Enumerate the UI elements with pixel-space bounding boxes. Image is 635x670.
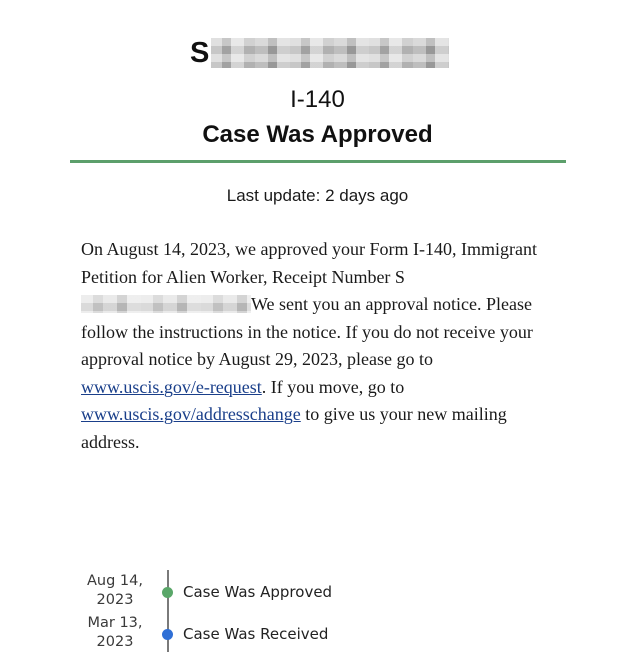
receipt-number-prefix: S (190, 37, 210, 69)
timeline-date-year: 2023 (96, 634, 134, 650)
timeline-item-received[interactable] (80, 612, 380, 654)
timeline-date-day: Aug 14, (87, 573, 143, 589)
timeline-date (80, 614, 150, 652)
address-change-link[interactable]: www.uscis.gov/addresschange (81, 404, 301, 424)
last-update-label: Last update: (226, 186, 321, 205)
timeline-item-label: Case Was Approved (183, 583, 333, 601)
header-divider (70, 160, 566, 163)
timeline-date-year: 2023 (96, 592, 134, 608)
last-update-value: 2 days ago (325, 186, 409, 205)
receipt-number (190, 36, 449, 70)
e-request-link[interactable]: www.uscis.gov/e-request (81, 376, 262, 397)
last-update (0, 186, 635, 206)
description-text-4: to give us your new mailing address. (81, 404, 507, 452)
description-text-2: We sent you an approval notice. Please follow the instructions in the notice. If you do not receive your approval notice by August 29, 2023, please go to (81, 294, 533, 369)
timeline-date-day: Mar 13, (87, 615, 143, 631)
description-text-1: On August 14, 2023, we approved your Form I-140, Immigrant Petition for Alien Worker, Receipt Number S (81, 239, 537, 287)
case-status-description (81, 236, 561, 456)
description-text-3: . If you move, go to (261, 376, 405, 397)
case-history-timeline (80, 570, 380, 670)
case-status-title: Case Was Approved (202, 121, 433, 148)
status-dot-icon (162, 629, 173, 640)
status-dot-icon (162, 587, 173, 598)
form-number: I-140 (290, 86, 345, 113)
redacted-receipt-number-inline (81, 295, 251, 313)
timeline-item-label: Case Was Received (183, 625, 329, 643)
timeline-item-approved[interactable] (80, 570, 380, 612)
timeline-date (80, 572, 150, 610)
redacted-receipt-number (211, 38, 449, 68)
